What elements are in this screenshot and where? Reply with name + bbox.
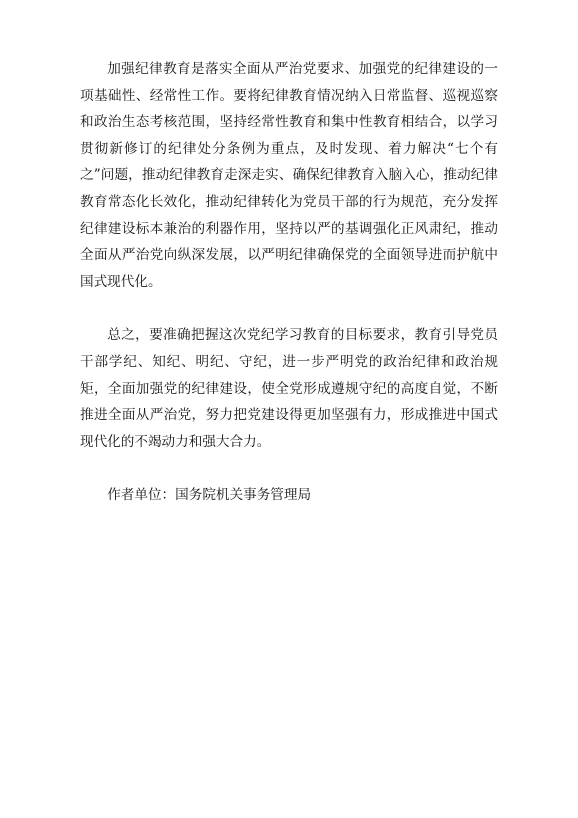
paragraph-discipline-education: 加强纪律教育是落实全面从严治党要求、加强党的纪律建设的一项基础性、经常性工作。要将纪律教育情况纳入日常监督、巡视巡察和政治生态考核范围，坚持经常性教育和集中性教育相结合，以学习贯彻新修订的纪律处分条例为重点，及时发现、着力解决“七个有之”问题，推动纪律教育走深走实、确保纪律教育入脑入心，推动纪律教育常态化长效化，推动纪律转化为党员干部的行为规范，充分发挥纪律建设标本兼治的利器作用，坚持以严的基调强化正风肃纪，推动全面从严治党向纵深发展，以严明纪律确保党的全面领导进而护航中国式现代化。: [80, 61, 498, 290]
author-affiliation: 作者单位：国务院机关事务管理局: [107, 487, 312, 504]
document-body: [80, 56, 498, 509]
paragraph-conclusion: 总之，要准确把握这次党纪学习教育的目标要求，教育引导党员干部学纪、知纪、明纪、守纪，进一步严明党的政治纪律和政治规矩，全面加强党的纪律建设，使全党形成遵规守纪的高度自觉，不断推进全面从严治党，努力把党建设得更加坚强有力，形成推进中国式现代化的不竭动力和强大合力。: [80, 327, 498, 450]
